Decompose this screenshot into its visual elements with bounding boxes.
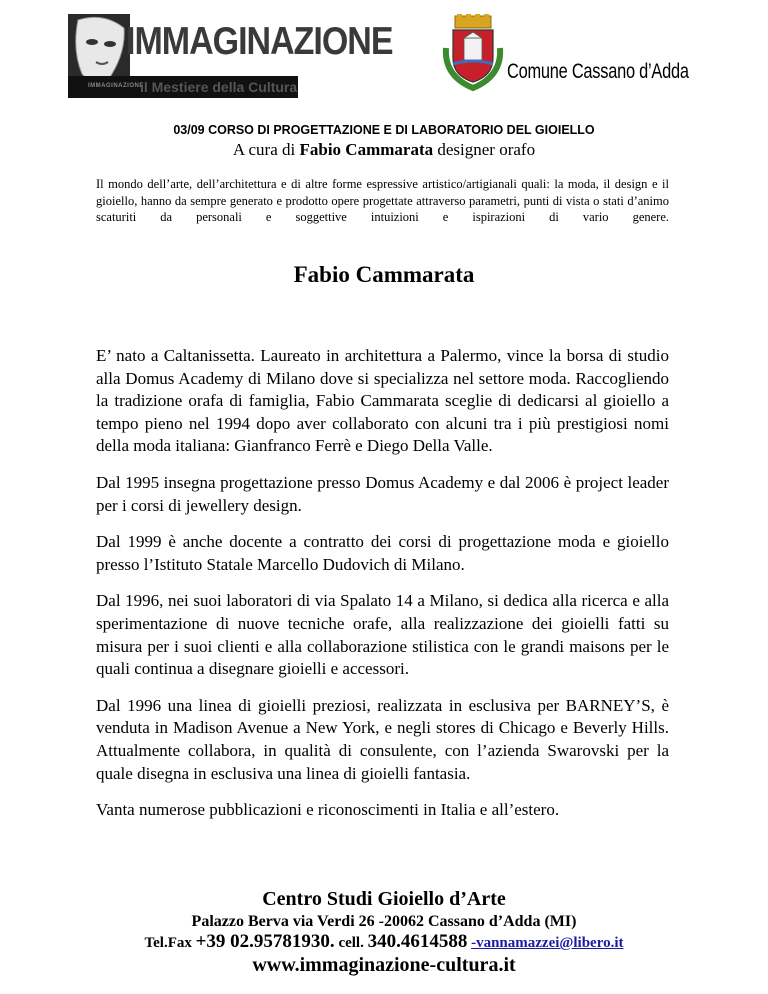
curator-line	[0, 140, 768, 160]
logo-tagline: il Mestiere della Cultura	[140, 79, 298, 95]
name-heading: Fabio Cammarata	[293, 262, 475, 287]
tel-number: +39 02.95781930.	[195, 931, 335, 952]
curator-name: Fabio Cammarata	[299, 140, 434, 159]
biography	[96, 345, 669, 836]
footer-address: Palazzo Berva via Verdi 26 -20062 Cassano d’Adda (MI)	[191, 913, 577, 930]
footer-website[interactable]: www.immaginazione-cultura.it	[252, 954, 516, 976]
cell-label: cell.	[334, 935, 368, 951]
logo-title: IMMAGINAZIONE	[126, 19, 393, 64]
comune-crest-icon	[438, 14, 508, 92]
email-link[interactable]: -vannamazzei@libero.it	[471, 935, 624, 951]
intro-paragraph: Il mondo dell’arte, dell’architettura e di altre forme espressive artistico/artigianali quali: la moda, il design e il gioiello, hanno da sempre generato e prodotto opere progettate attraverso parametri, punti di vista o stati d’animo scaturiti da personali e soggettive intuizioni e ispirazioni di vario genere.	[96, 177, 669, 224]
footer-contacts	[0, 931, 768, 953]
immaginazione-logo	[68, 14, 393, 100]
footer-org: Centro Studi Gioiello d’Arte	[262, 888, 506, 910]
cell-number: 340.4614588	[367, 931, 468, 952]
bio-paragraph: Dal 1999 è anche docente a contratto dei corsi di progettazione moda e gioiello presso l’Istituto Statale Marcello Dudovich di Milano.	[96, 532, 669, 574]
logo-small-text: IMMAGINAZIONE	[88, 83, 144, 89]
logo-tagline-bar	[68, 76, 298, 98]
curated-suffix: designer orafo	[433, 140, 536, 159]
bio-paragraph: Vanta numerose pubblicazioni e riconoscimenti in Italia e all’estero.	[96, 800, 560, 820]
course-title: 03/09 CORSO DI PROGETTAZIONE E DI LABORATORIO DEL GIOIELLO	[173, 123, 595, 137]
bio-paragraph: E’ nato a Caltanissetta. Laureato in architettura a Palermo, vince la borsa di studio alla Domus Academy di Milano dove si specializza nel settore moda. Raccogliendo la tradizione orafa di famiglia, Fabio Cammarata sceglie di dedicarsi al gioiello a tempo pieno nel 1994 dopo aver collaborato con alcuni tra i più prestigiosi nomi della moda italiana: Gianfranco Ferrè e Diego Della Valle.	[96, 346, 669, 456]
bio-paragraph: Dal 1995 insegna progettazione presso Domus Academy e dal 2006 è project leader per i corsi di jewellery design.	[96, 472, 669, 515]
tel-label: Tel.Fax	[144, 935, 196, 951]
bio-paragraph: Dal 1996, nei suoi laboratori di via Spalato 14 a Milano, si dedica alla ricerca e alla sperimentazione di nuove tecniche orafe, alla realizzazione dei gioielli fatti su misura per i suoi clienti e alla collaborazione stilistica con le grandi maisons per le quali continua a disegnare gioielli e accessori.	[96, 591, 669, 679]
bio-paragraph: Dal 1996 una linea di gioielli preziosi, realizzata in esclusiva per BARNEY’S, è venduta in Madison Avenue a New York, e negli stores di Chicago e Beverly Hills. Attualmente collabora, in qualità di consulente, con l’azienda Swarovski per la quale disegna in esclusiva una linea di gioielli fantasia.	[96, 695, 669, 783]
comune-name: Comune Cassano d’Adda	[507, 60, 689, 83]
curated-prefix: A cura di	[232, 140, 300, 159]
